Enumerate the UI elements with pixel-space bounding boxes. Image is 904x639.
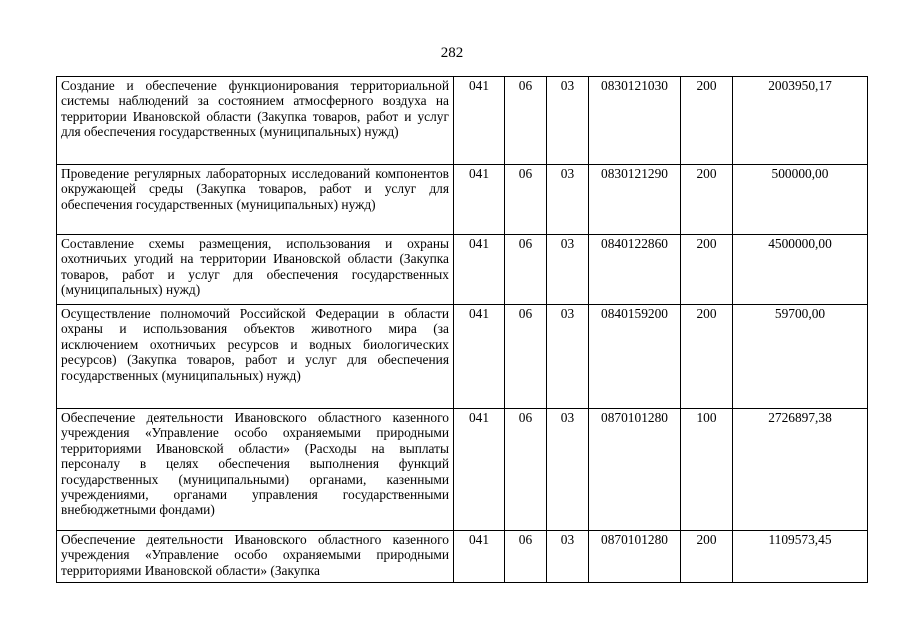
table-row xyxy=(57,235,868,305)
row-subsection: 03 xyxy=(547,77,589,165)
row-expense-kind: 200 xyxy=(681,305,733,409)
table-row xyxy=(57,305,868,409)
row-section: 06 xyxy=(505,305,547,409)
row-grbs: 041 xyxy=(454,235,505,305)
row-section: 06 xyxy=(505,235,547,305)
row-target-code: 0870101280 xyxy=(589,409,681,531)
row-target-code: 0830121290 xyxy=(589,165,681,235)
row-target-code: 0840159200 xyxy=(589,305,681,409)
row-grbs: 041 xyxy=(454,409,505,531)
table-row xyxy=(57,409,868,531)
row-description: Обеспечение деятельности Ивановского областного казенного учреждения «Управление особо охраняемыми природными территориями Ивановской области» (Закупка xyxy=(57,531,454,583)
row-subsection: 03 xyxy=(547,531,589,583)
row-amount: 4500000,00 xyxy=(733,235,868,305)
row-amount: 1109573,45 xyxy=(733,531,868,583)
row-amount: 2726897,38 xyxy=(733,409,868,531)
row-expense-kind: 200 xyxy=(681,165,733,235)
row-target-code: 0840122860 xyxy=(589,235,681,305)
row-section: 06 xyxy=(505,531,547,583)
row-subsection: 03 xyxy=(547,235,589,305)
row-description: Составление схемы размещения, использования и охраны охотничьих угодий на территории Ивановской области (Закупка товаров, работ и услуг для обеспечения государственных (муниципальных) нужд) xyxy=(57,235,454,305)
page-number: 282 xyxy=(440,45,464,61)
row-section: 06 xyxy=(505,165,547,235)
row-grbs: 041 xyxy=(454,531,505,583)
row-subsection: 03 xyxy=(547,409,589,531)
row-subsection: 03 xyxy=(547,165,589,235)
row-grbs: 041 xyxy=(454,77,505,165)
row-description: Осуществление полномочий Российской Федерации в области охраны и использования объектов животного мира (за исключением охотничьих ресурсов и водных биологических ресурсов) (Закупка товаров, работ и услуг для обеспечения государственных (муниципальных) нужд) xyxy=(57,305,454,409)
row-expense-kind: 200 xyxy=(681,77,733,165)
row-expense-kind: 200 xyxy=(681,531,733,583)
row-amount: 500000,00 xyxy=(733,165,868,235)
row-grbs: 041 xyxy=(454,305,505,409)
row-description: Обеспечение деятельности Ивановского областного казенного учреждения «Управление особо охраняемыми природными территориями Ивановской области» (Расходы на выплаты персоналу в целях обеспечения выполнения функций государственных (муниципальными) органами, казенными учреждениями, органами управления государственными внебюджетными фондами) xyxy=(57,409,454,531)
row-description: Проведение регулярных лабораторных исследований компонентов окружающей среды (Закупка товаров, работ и услуг для обеспечения государственных (муниципальных) нужд) xyxy=(57,165,454,235)
row-expense-kind: 100 xyxy=(681,409,733,531)
row-amount: 2003950,17 xyxy=(733,77,868,165)
budget-table xyxy=(56,76,868,583)
row-subsection: 03 xyxy=(547,305,589,409)
row-section: 06 xyxy=(505,77,547,165)
row-section: 06 xyxy=(505,409,547,531)
row-description: Создание и обеспечение функционирования территориальной системы наблюдений за состоянием атмосферного воздуха на территории Ивановской области (Закупка товаров, работ и услуг для обеспечения государственных (муниципальных) нужд) xyxy=(57,77,454,165)
table-row xyxy=(57,165,868,235)
table-row xyxy=(57,77,868,165)
row-amount: 59700,00 xyxy=(733,305,868,409)
row-target-code: 0870101280 xyxy=(589,531,681,583)
table-row xyxy=(57,531,868,583)
row-target-code: 0830121030 xyxy=(589,77,681,165)
row-expense-kind: 200 xyxy=(681,235,733,305)
row-grbs: 041 xyxy=(454,165,505,235)
